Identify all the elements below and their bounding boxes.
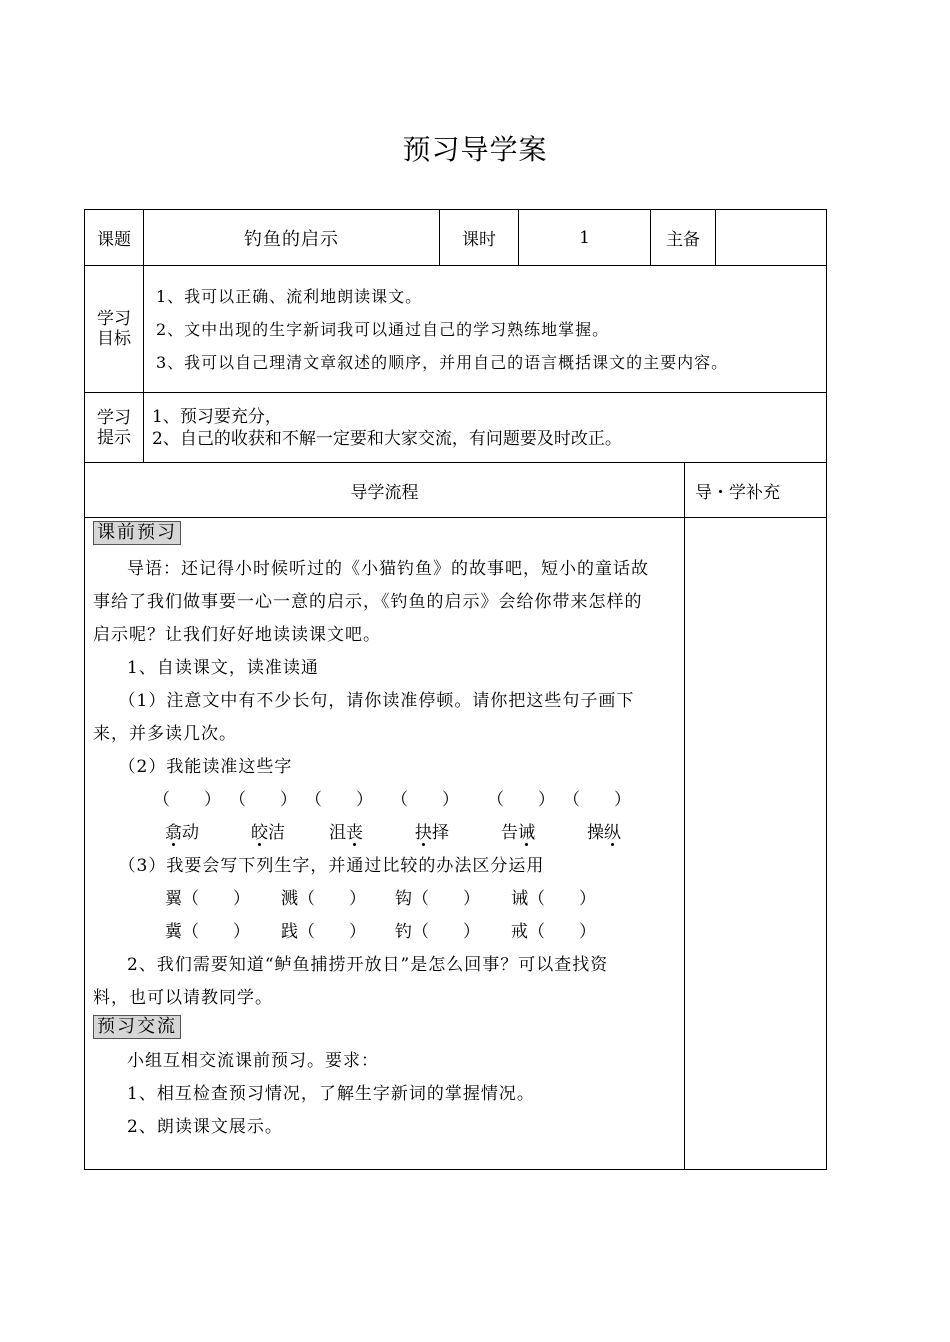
compare-char: 翼（ ） xyxy=(165,889,250,909)
page-title: 预习导学案 xyxy=(402,133,548,166)
goal-item: 3、我可以自己理清文章叙述的顺序，并用自己的语言概括课文的主要内容。 xyxy=(156,352,729,372)
flow-header: 导学流程 xyxy=(85,463,685,518)
pinyin-blank: （ ） xyxy=(487,790,555,810)
tip-item: 2、自己的收获和不解一定要和大家交流，有问题要及时改正。 xyxy=(152,428,622,449)
vocab-word: 告诫 xyxy=(501,823,535,843)
tips-row xyxy=(85,393,827,463)
compare-row xyxy=(93,916,676,949)
goals-label: 学习 目标 xyxy=(85,266,144,393)
flow-body-row xyxy=(85,518,827,1170)
compare-char: 溅（ ） xyxy=(281,889,366,909)
vocab-word: 操纵 xyxy=(587,823,621,843)
compare-char: 冀（ ） xyxy=(165,922,250,942)
vocab-words-row xyxy=(93,817,676,850)
pinyin-blank: （ ） xyxy=(391,790,459,810)
lesson-plan-table xyxy=(84,209,827,1170)
goals-list xyxy=(144,266,827,393)
pinyin-blank: （ ） xyxy=(229,790,297,810)
exchange-tag: 预习交流 xyxy=(93,1015,181,1039)
topic-label: 课题 xyxy=(85,210,144,266)
compare-char: 诫（ ） xyxy=(511,889,596,909)
compare-char: 践（ ） xyxy=(281,922,366,942)
goal-item: 2、文中出现的生字新词我可以通过自己的学习熟练地掌握。 xyxy=(156,319,610,339)
topic-value: 钓鱼的启示 xyxy=(144,210,440,266)
preparer-value xyxy=(716,210,827,266)
sub-step-1: （1）注意文中有不少长句，请你读准停顿。请你把这些句子画下 xyxy=(118,691,635,711)
side-notes xyxy=(685,518,827,1170)
intro-text: 事给了我们做事要一心一意的启示，《钓鱼的启示》会给你带来怎样的 xyxy=(93,592,643,612)
period-label: 课时 xyxy=(440,210,519,266)
sub-step-1-cont: 来，并多读几次。 xyxy=(93,724,237,744)
vocab-word: 抉择 xyxy=(415,823,449,843)
flow-header-row xyxy=(85,463,827,518)
compare-char: 钩（ ） xyxy=(395,889,480,909)
pinyin-blank: （ ） xyxy=(153,790,221,810)
preparer-label: 主备 xyxy=(651,210,716,266)
compare-row xyxy=(93,883,676,916)
exchange-item: 2、朗读课文展示。 xyxy=(127,1117,283,1137)
compare-char: 钓（ ） xyxy=(395,922,480,942)
sub-step-3: （3）我要会写下列生字，并通过比较的办法区分运用 xyxy=(118,856,545,876)
goals-row xyxy=(85,266,827,393)
step-1: 1、自读课文，读准读通 xyxy=(127,658,319,678)
vocab-word: 沮丧 xyxy=(329,823,363,843)
pinyin-blank: （ ） xyxy=(563,790,631,810)
step-2-cont: 料，也可以请教同学。 xyxy=(93,988,273,1008)
step-2: 2、我们需要知道“鲈鱼捕捞开放日”是怎么回事？可以查找资 xyxy=(127,955,609,975)
period-value: 1 xyxy=(519,210,651,266)
compare-char: 戒（ ） xyxy=(511,922,596,942)
pinyin-blanks-row xyxy=(93,784,676,817)
sub-step-2: （2）我能读准这些字 xyxy=(118,757,293,777)
tip-item: 1、预习要充分， xyxy=(152,406,282,427)
pinyin-blank: （ ） xyxy=(305,790,373,810)
exchange-item: 1、相互检查预习情况，了解生字新词的掌握情况。 xyxy=(127,1084,535,1104)
flow-content xyxy=(85,518,685,1170)
header-row xyxy=(85,210,827,266)
intro-text: 导语：还记得小时候听过的《小猫钓鱼》的故事吧，短小的童话故 xyxy=(127,559,649,579)
intro-text: 启示呢？让我们好好地读读课文吧。 xyxy=(93,625,381,645)
exchange-text: 小组互相交流课前预习。要求： xyxy=(127,1051,379,1071)
goal-item: 1、我可以正确、流利地朗读课文。 xyxy=(156,286,423,306)
vocab-word: 皎洁 xyxy=(251,823,285,843)
side-header: 导・学补充 xyxy=(685,463,827,518)
vocab-word: 翕动 xyxy=(165,823,199,843)
preview-tag: 课前预习 xyxy=(93,521,181,545)
tips-list xyxy=(144,393,827,463)
tips-label: 学习 提示 xyxy=(85,393,144,463)
